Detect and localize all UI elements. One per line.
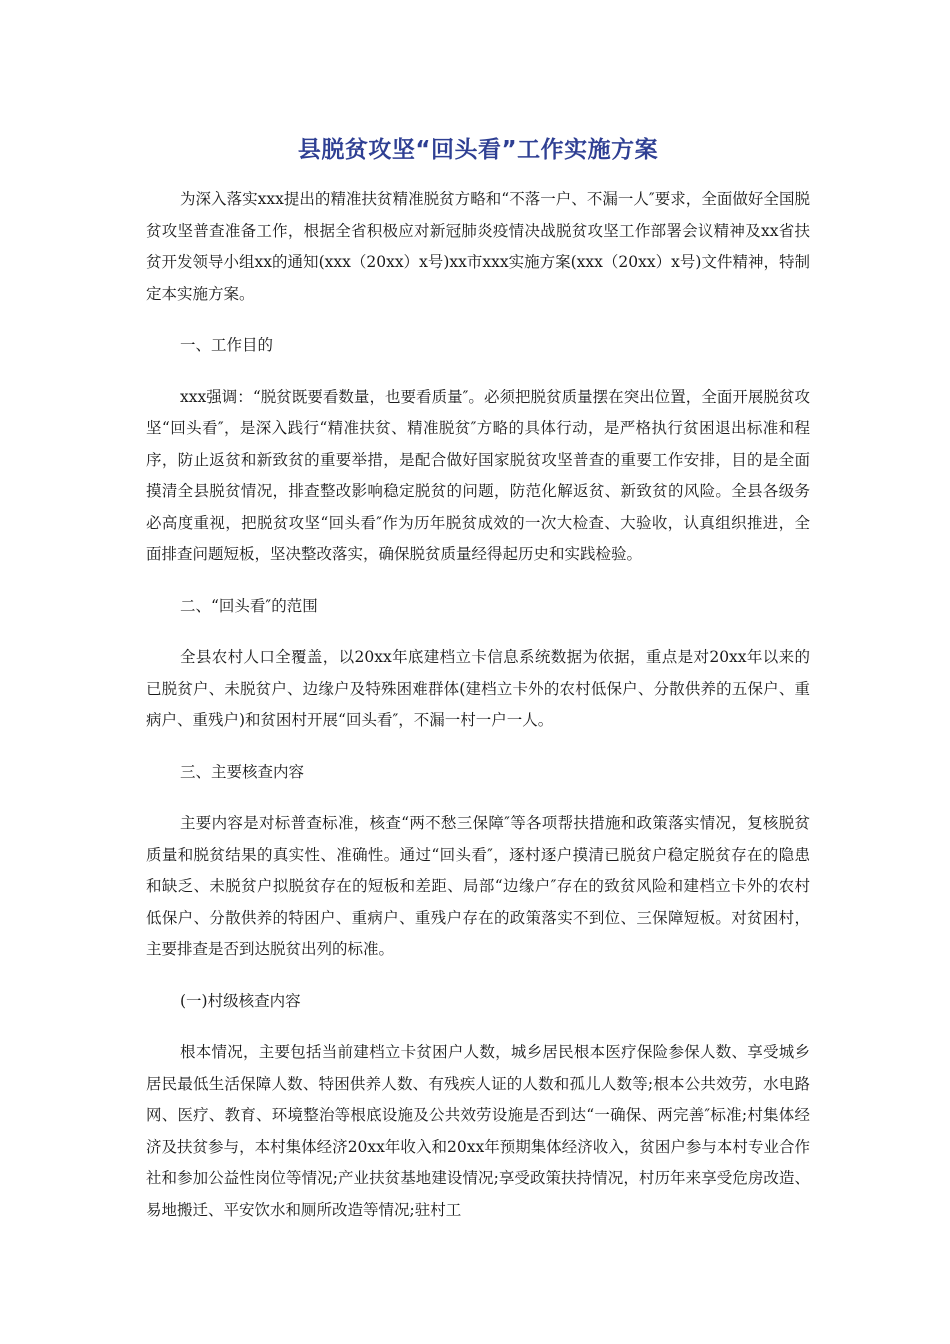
intro-paragraph: 为深入落实xxx提出的精准扶贫精准脱贫方略和“不落一户、不漏一人″要求，全面做好全国脱贫攻坚普查准备工作，根据全省积极应对新冠肺炎疫情决战脱贫攻坚工作部署会议精神及xx省扶贫开发领导小组xx的通知(xxx（20xx）x号)xx市xxx实施方案(xxx（20xx）x号)文件精神，特制定本实施方案。 — [146, 190, 810, 303]
section-heading-purpose: 一、工作目的 — [180, 336, 274, 354]
section-body-scope: 全县农村人口全覆盖，以20xx年底建档立卡信息系统数据为依据，重点是对20xx年以来的已脱贫户、未脱贫户、边缘户及特殊困难群体(建档立卡外的农村低保户、分散供养的五保户、重病户、重残户)和贫困村开展“回头看″，不漏一村一户一人。 — [146, 648, 810, 729]
subsection-heading-village: (一)村级核查内容 — [180, 991, 301, 1010]
section-heading-scope: 二、“回头看″的范围 — [180, 596, 318, 615]
document-page — [146, 128, 810, 1246]
section-heading-content: 三、主要核查内容 — [180, 762, 305, 781]
section-body-purpose: xxx强调：“脱贫既要看数量，也要看质量″。必须把脱贫质量摆在突出位置，全面开展脱贫攻坚“回头看″，是深入践行“精准扶贫、精准脱贫″方略的具体行动，是严格执行贫困退出标准和程序，防止返贫和新致贫的重要举措，是配合做好国家脱贫攻坚普查的重要工作安排，目的是全面摸清全县脱贫情况，排查整改影响稳定脱贫的问题，防范化解返贫、新致贫的风险。全县各级务必高度重视，把脱贫攻坚“回头看″作为历年脱贫成效的一次大检查、大验收，认真组织推进，全面排查问题短板，坚决整改落实，确保脱贫质量经得起历史和实践检验。 — [146, 387, 810, 563]
section-body-content: 主要内容是对标普查标准，核查“两不愁三保障″等各项帮扶措施和政策落实情况，复核脱贫质量和脱贫结果的真实性、准确性。通过“回头看″，逐村逐户摸清已脱贫户稳定脱贫存在的隐患和缺乏、未脱贫户拟脱贫存在的短板和差距、局部“边缘户″存在的致贫风险和建档立卡外的农村低保户、分散供养的特困户、重病户、重残户存在的政策落实不到位、三保障短板。对贫困村，主要排查是否到达脱贫出列的标准。 — [146, 814, 810, 958]
subsection-body-village: 根本情况，主要包括当前建档立卡贫困户人数，城乡居民根本医疗保险参保人数、享受城乡居民最低生活保障人数、特困供养人数、有残疾人证的人数和孤儿人数等;根本公共效劳，水电路网、医疗、教育、环境整治等根底设施及公共效劳设施是否到达“一确保、两完善″标准;村集体经济及扶贫参与，本村集体经济20xx年收入和20xx年预期集体经济收入，贫困户参与本村专业合作社和参加公益性岗位等情况;产业扶贫基地建设情况;享受政策扶持情况，村历年来享受危房改造、易地搬迁、平安饮水和厕所改造等情况;驻村工 — [146, 1043, 810, 1219]
document-title: 县脱贫攻坚“回头看”工作实施方案 — [297, 137, 659, 163]
